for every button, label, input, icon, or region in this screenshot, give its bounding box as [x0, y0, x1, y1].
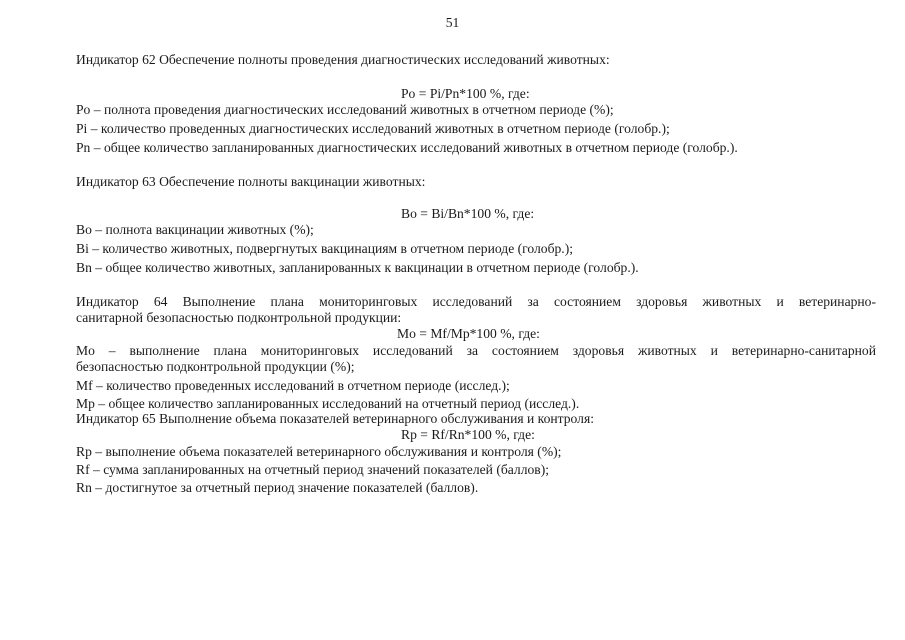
indicator-62-definition-po: Po – полнота проведения диагностических исследований животных в отчетном периоде (%); — [76, 102, 614, 117]
indicator-62-definition-pn: Pn – общее количество запланированных диагностических исследований животных в отчетном периоде (голобр.). — [76, 140, 738, 155]
indicator-65-definition-rf: Rf – сумма запланированных на отчетный период значений показателей (баллов); — [76, 462, 549, 477]
indicator-63-formula: Bo = Bi/Bn*100 %, где: — [401, 206, 535, 221]
indicator-64-definition-mo-line2: безопасностью подконтрольной продукции (%); — [76, 359, 355, 374]
indicator-64-definition-mo-line1: Mo – выполнение плана мониторинговых исследований за состоянием здоровья животных и ветеринарно-санитарной — [76, 343, 876, 358]
indicator-65-definition-rn: Rn – достигнутое за отчетный период значение показателей (баллов). — [76, 480, 479, 495]
indicator-63-title: Индикатор 63 Обеспечение полноты вакцинации животных: — [76, 174, 426, 189]
indicator-64-definition-mf: Mf – количество проведенных исследований в отчетном периоде (исслед.); — [76, 378, 510, 393]
indicator-62-formula: Po = Pi/Pn*100 %, где: — [401, 86, 530, 101]
indicator-65-definition-rp: Rp – выполнение объема показателей ветеринарного обслуживания и контроля (%); — [76, 444, 562, 459]
page-number: 51 — [445, 15, 460, 30]
indicator-62-title: Индикатор 62 Обеспечение полноты проведения диагностических исследований животных: — [76, 52, 610, 67]
indicator-64-title-line1: Индикатор 64 Выполнение плана мониторинговых исследований за состоянием здоровья животных и ветеринарно- — [76, 294, 876, 309]
indicator-62-definition-pi: Pi – количество проведенных диагностических исследований животных в отчетном периоде (голобр.); — [76, 121, 670, 136]
indicator-63-definition-bn: Bn – общее количество животных, запланированных к вакцинации в отчетном периоде (голобр.). — [76, 260, 639, 275]
indicator-64-definition-mp: Mp – общее количество запланированных исследований на отчетный период (исслед.). — [76, 396, 580, 411]
indicator-63-definition-bi: Bi – количество животных, подвергнутых вакцинациям в отчетном периоде (голобр.); — [76, 241, 574, 256]
indicator-64-formula: Mo = Mf/Mp*100 %, где: — [397, 326, 540, 341]
indicator-65-formula: Rp = Rf/Rn*100 %, где: — [401, 427, 535, 442]
indicator-64-title-line2: санитарной безопасностью подконтрольной продукции: — [76, 310, 402, 325]
indicator-63-definition-bo: Bo – полнота вакцинации животных (%); — [76, 222, 314, 237]
indicator-65-title: Индикатор 65 Выполнение объема показателей ветеринарного обслуживания и контроля: — [76, 411, 594, 426]
